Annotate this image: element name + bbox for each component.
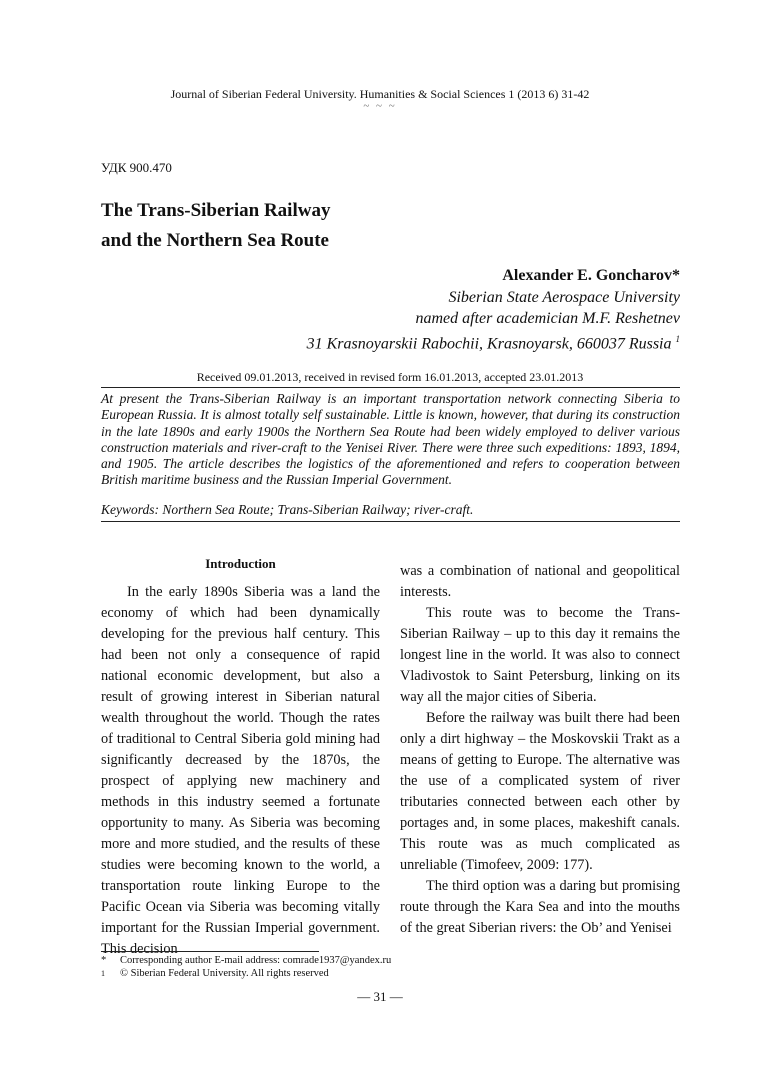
author-address-line [120,329,680,354]
footnote-mark: * [101,955,107,966]
journal-header: Journal of Siberian Federal University. Humanities & Social Sciences 1 (2013 6) 31-42 [170,87,590,101]
paragraph: was a combination of national and geopolitical interests. [400,563,680,600]
footnote-mark: 1 [101,969,105,978]
header-ornament: ~ ~ ~ [363,100,397,112]
body-column-left [101,556,380,960]
paragraph: The third option was a daring but promising route through the Kara Sea and into the mouths of the great Siberian rivers: the Ob’ and Yenisei [400,878,680,936]
footnote-item [101,954,391,967]
abstract-top-rule [101,387,680,388]
author-block [120,265,680,354]
keywords: Keywords: Northern Sea Route; Trans-Siberian Railway; river-craft. [101,502,474,517]
abstract-bottom-rule [101,521,680,522]
footnotes [101,954,391,980]
title-line-1: The Trans-Siberian Railway [101,200,331,221]
title-line-2: and the Northern Sea Route [101,230,329,251]
address-footnote-mark: 1 [675,334,680,344]
author-affiliation-2: named after academician M.F. Reshetnev [415,310,680,327]
footnote-rule [101,951,319,952]
body-column-right [400,561,680,939]
paragraph: Before the railway was built there had been only a dirt highway – the Moskovskii Trakt as a means of getting to Europe. The alternative was the use of a complicated system of river tributaries connected between each other by portages and, in some places, makeshift canals. This route was as much complicated as unreliable (Timofeev, 2009: 177). [400,710,680,873]
paragraph: In the early 1890s Siberia was a land the economy of which had been dynamically developing for the previous half century. This had been not only a consequence of rapid national economic development, but also a result of growing interest in Siberian natural wealth throughout the world. Though the rates of traditional to Central Siberia gold mining had significantly decreased by the 1870s, the prospect of applying new machinery and methods in this industry seemed a fortunate opportunity to many. As Siberia was becoming more and more studied, and the results of these studies were becoming known to the world, a transportation route linking Europe to the Pacific Ocean via Siberia was becoming vitally important for the Russian Imperial government. This decision [101,584,380,957]
abstract: At present the Trans-Siberian Railway is an important transportation network connecting Siberia to European Russia. It is almost totally self sustainable. Little is known, however, that during its construction in the late 1890s and early 1900s the Northern Sea Route had been widely employed to deliver various construction materials and river-craft to the Yenisei River. There were three such expeditions: 1893, 1894, and 1905. The article describes the logistics of the aforementioned and refers to cooperation between British maritime business and the Russian Imperial Government. [101,391,680,488]
received-dates: Received 09.01.2013, received in revised form 16.01.2013, accepted 23.01.2013 [196,370,584,384]
author-address: 31 Krasnoyarskii Rabochii, Krasnoyarsk, 660037 Russia [306,335,672,353]
footnote-item [101,967,391,980]
paragraph: This route was to become the Trans-Siberian Railway – up to this day it remains the longest line in the world. It was also to connect Vladivostok to Saint Petersburg, linking on its way all the major cities of Siberia. [400,605,680,705]
udk-code: УДК 900.470 [101,160,172,175]
footnote-text: © Siberian Federal University. All rights reserved [120,968,329,979]
article-title [101,196,330,256]
author-name: Alexander E. Goncharov* [502,267,680,284]
author-affiliation-1: Siberian State Aerospace University [448,289,680,306]
footnote-text: Corresponding author E-mail address: comrade1937@yandex.ru [120,955,392,966]
page-number: — 31 — [357,989,403,1004]
section-heading-introduction: Introduction [205,556,276,571]
